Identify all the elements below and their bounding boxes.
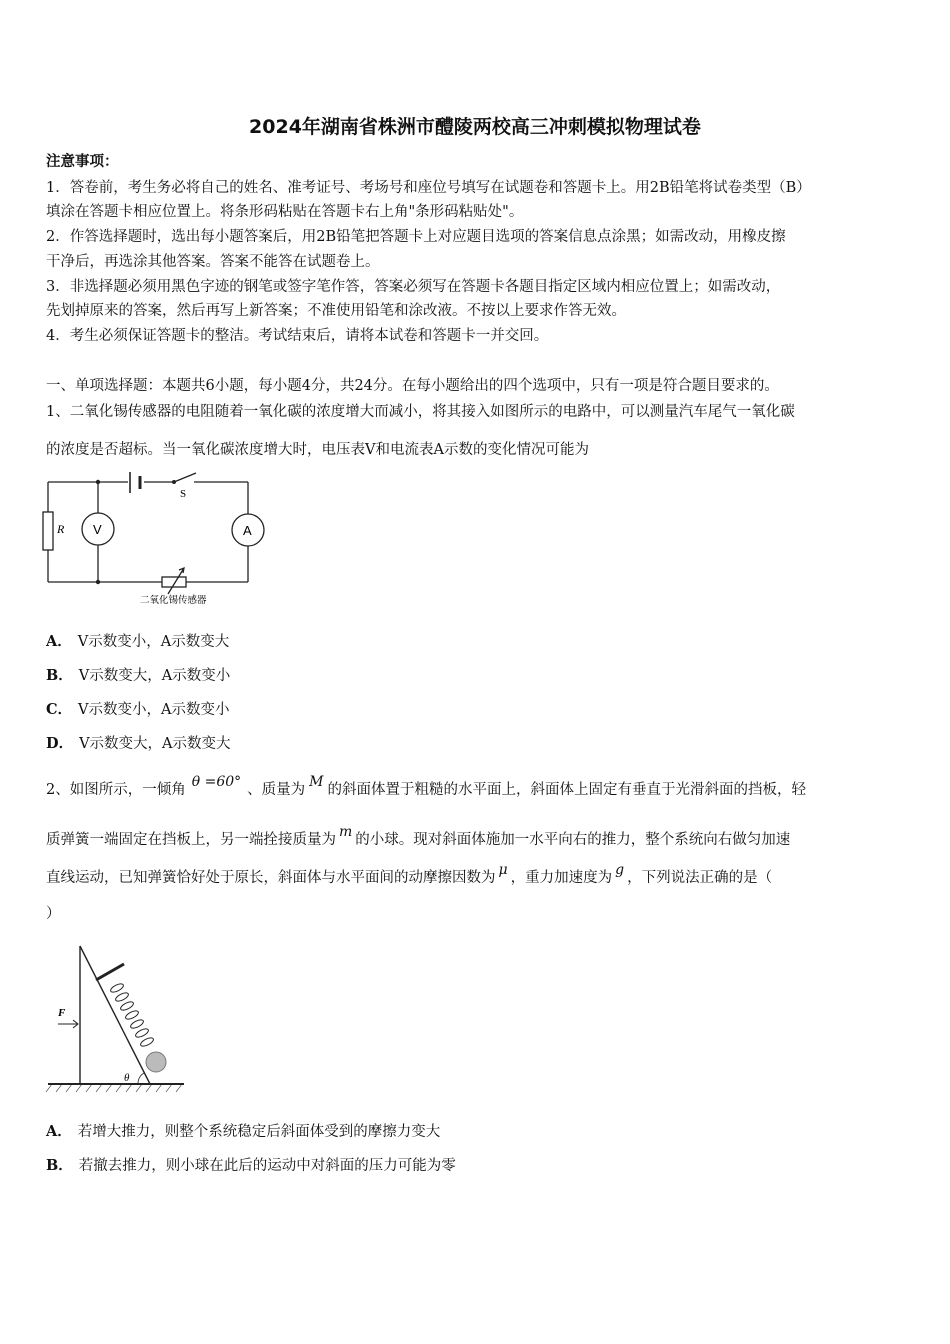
- q2-text: 2、如图所示，一倾角: [46, 782, 186, 798]
- option-key: A．: [46, 633, 72, 650]
- option-text: V示数变大，A示数变大: [79, 736, 231, 752]
- q2-text: ，重力加速度为: [510, 870, 613, 886]
- circuit-diagram: [40, 466, 272, 608]
- q2-text: 质弹簧一端固定在挡板上，另一端拴接质量为: [46, 832, 336, 848]
- question-2-text: [46, 862, 908, 888]
- force-label: F: [58, 1007, 66, 1019]
- ammeter-label: A: [243, 523, 252, 538]
- incline-diagram: [44, 940, 189, 1102]
- section-heading: 一、单项选择题：本题共6小题，每小题4分，共24分。在每小题给出的四个选项中，只有一项是符合题目要求的。: [46, 378, 779, 394]
- option-text: 若撤去推力，则小球在此后的运动中对斜面的压力可能为零: [78, 1158, 456, 1174]
- question-2-text: [46, 824, 908, 850]
- option-key: B．: [46, 1157, 73, 1174]
- mass-M: M: [309, 774, 324, 790]
- question-1-text: 的浓度是否超标。当一氧化碳浓度增大时，电压表V和电流表A示数的变化情况可能为: [46, 442, 589, 458]
- option-key: A．: [46, 1123, 72, 1140]
- q2-text: ，下列说法正确的是（: [627, 870, 773, 886]
- option-b[interactable]: [46, 1156, 456, 1176]
- angle-label: θ: [124, 1072, 130, 1084]
- notice-line: 1．答卷前，考生务必将自己的姓名、准考证号、考场号和座位号填写在试题卷和答题卡上。用2B铅笔将试卷类型（B）: [46, 180, 811, 196]
- option-d[interactable]: [46, 734, 231, 754]
- question-2-text: [46, 774, 908, 800]
- sensor-label: 二氧化锡传感器: [140, 595, 207, 606]
- q2-text: 的小球。现对斜面体施加一水平向右的推力，整个系统向右做匀加速: [355, 832, 791, 848]
- option-c[interactable]: [46, 700, 230, 720]
- switch-label: S: [180, 488, 187, 500]
- q2-text: 直线运动，已知弹簧恰好处于原长，斜面体与水平面间的动摩擦因数为: [46, 870, 496, 886]
- notice-line: 填涂在答题卡相应位置上。将条形码粘贴在答题卡右上角"条形码粘贴处"。: [46, 204, 524, 220]
- notice-heading: 注意事项：: [46, 153, 119, 170]
- resistor-label: R: [57, 522, 65, 536]
- notice-line: 3．非选择题必须用黑色字迹的钢笔或签字笔作答，答案必须写在答题卡各题目指定区域内相应位置上；如需改动，: [46, 279, 781, 295]
- g-symbol: g: [615, 862, 625, 878]
- option-key: B．: [46, 667, 73, 684]
- voltmeter-label: V: [93, 522, 102, 537]
- notice-line: 2．作答选择题时，选出每小题答案后，用2B铅笔把答题卡上对应题目选项的答案信息点涂黑；如需改动，用橡皮擦: [46, 229, 786, 245]
- option-text: 若增大推力，则整个系统稳定后斜面体受到的摩擦力变大: [77, 1124, 441, 1140]
- q2-text: 的斜面体置于粗糙的水平面上，斜面体上固定有垂直于光滑斜面的挡板，轻: [327, 782, 807, 798]
- option-key: D．: [46, 735, 74, 752]
- option-text: V示数变小，A示数变大: [77, 634, 230, 650]
- notice-line: 干净后，再选涂其他答案。答案不能答在试题卷上。: [46, 254, 380, 270]
- option-text: V示数变小，A示数变小: [78, 702, 230, 718]
- option-b[interactable]: [46, 666, 230, 686]
- option-a[interactable]: [46, 632, 229, 652]
- option-key: C．: [46, 701, 73, 718]
- option-text: V示数变大，A示数变小: [78, 668, 231, 684]
- page-title: 2024年湖南省株洲市醴陵两校高三冲刺模拟物理试卷: [249, 116, 701, 138]
- question-1-text: 1、二氧化锡传感器的电阻随着一氧化碳的浓度增大而减小，将其接入如图所示的电路中，可以测量汽车尾气一氧化碳: [46, 404, 795, 420]
- notice-line: 先划掉原来的答案，然后再写上新答案；不准使用铅笔和涂改液。不按以上要求作答无效。: [46, 303, 626, 319]
- q2-text: 、质量为: [247, 782, 306, 798]
- option-a[interactable]: [46, 1122, 440, 1142]
- question-2-text: ）: [46, 906, 61, 922]
- theta-formula: θ =60°: [191, 774, 242, 790]
- mass-m: m: [339, 824, 353, 840]
- ball: [146, 1052, 166, 1072]
- mu-symbol: μ: [498, 862, 508, 878]
- notice-line: 4．考生必须保证答题卡的整洁。考试结束后，请将本试卷和答题卡一并交回。: [46, 328, 549, 344]
